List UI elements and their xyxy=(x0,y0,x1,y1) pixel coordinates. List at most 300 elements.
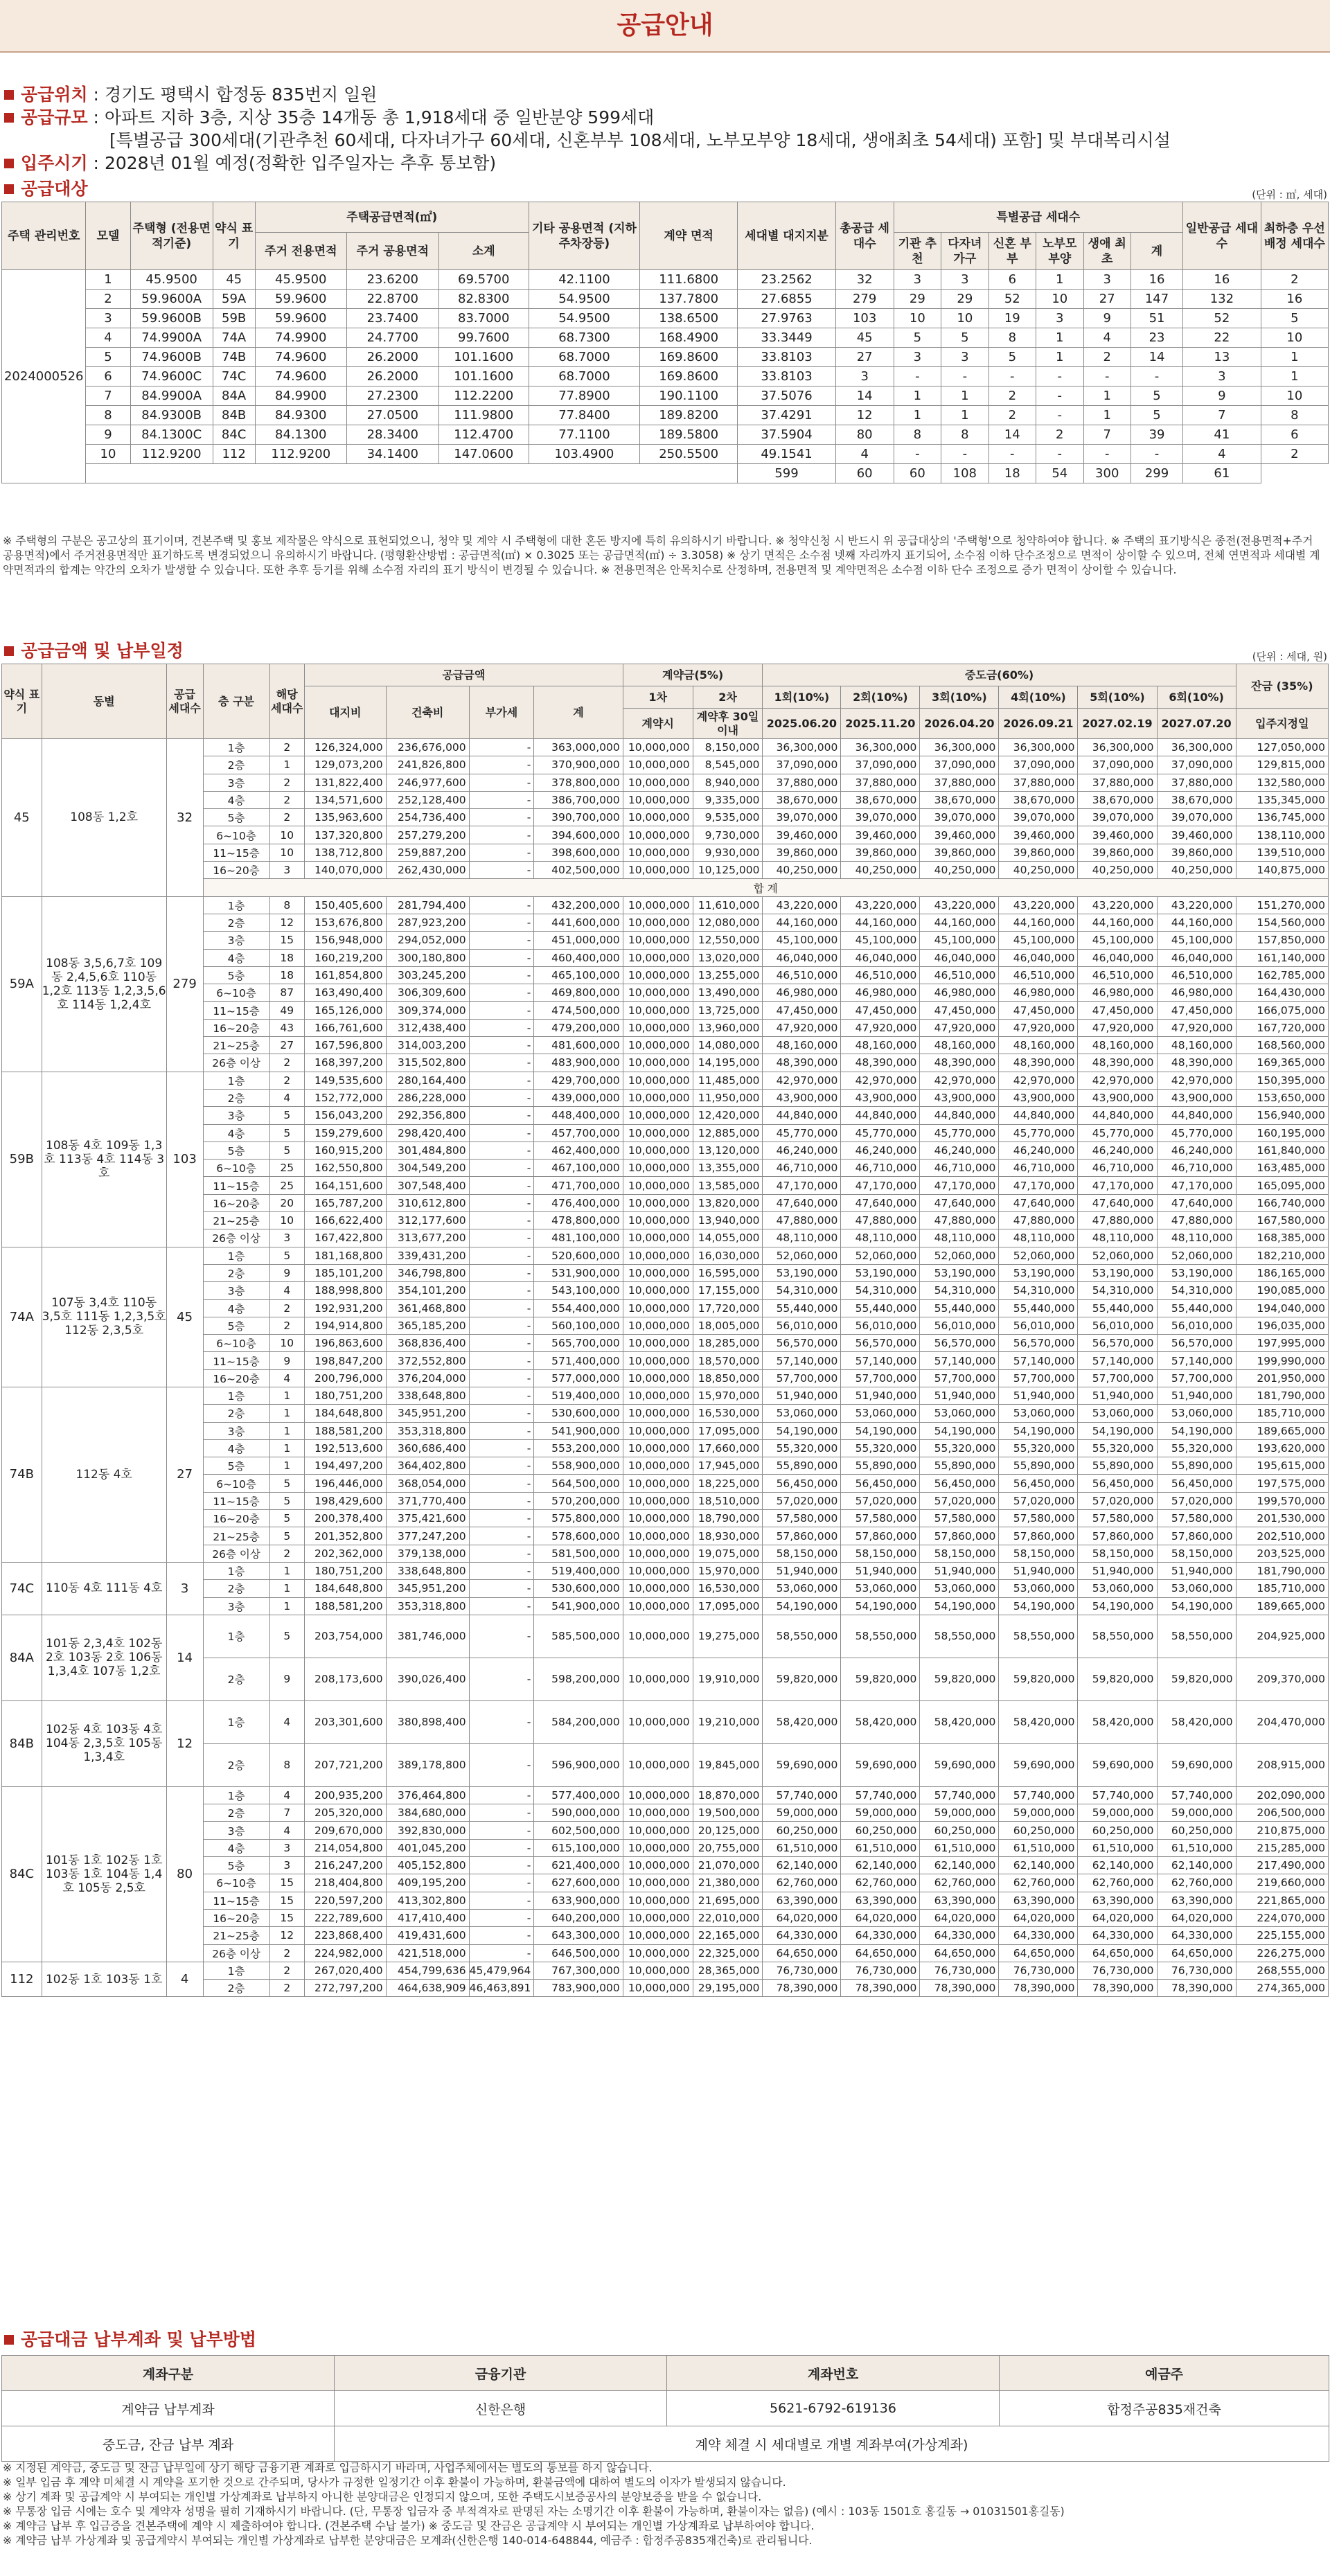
price-cell: 56,450,000 xyxy=(999,1475,1078,1492)
price-cell: 196,863,600 xyxy=(304,1335,386,1352)
col-abbr: 약식 표기 xyxy=(213,202,255,270)
price-cell: 584,200,000 xyxy=(534,1700,623,1743)
price-cell: 338,648,800 xyxy=(386,1562,469,1579)
table-cell: 5 xyxy=(941,328,988,348)
floor-cell: 1층 xyxy=(203,1387,269,1404)
table-cell: 23.6200 xyxy=(347,270,439,290)
table-cell: - xyxy=(1036,367,1083,387)
floor-cell: 11~15층 xyxy=(203,1352,269,1369)
table-cell: 37.5076 xyxy=(738,387,835,406)
price-cell: 368,836,400 xyxy=(386,1335,469,1352)
table-cell: 27.2300 xyxy=(347,387,439,406)
price-cell: 10,000,000 xyxy=(623,791,693,808)
price-cell: 43,900,000 xyxy=(1157,1089,1236,1106)
price-cell: 13,960,000 xyxy=(693,1019,763,1036)
price-cell: 17,660,000 xyxy=(693,1439,763,1457)
price-cell: 64,020,000 xyxy=(999,1909,1078,1926)
price-cell: 10,000,000 xyxy=(623,1037,693,1054)
price-cell: 48,160,000 xyxy=(1078,1037,1157,1054)
price-cell: 206,500,000 xyxy=(1236,1804,1328,1822)
price-cell: 39,460,000 xyxy=(763,826,841,844)
price-cell: 38,670,000 xyxy=(1078,791,1157,808)
price-cell: 48,390,000 xyxy=(1078,1054,1157,1072)
dong-cell: 108동 3,5,6,7호 109동 2,4,5,6호 110동 1,2호 113동 1,2,3,5,6호 114동 1,2,4호 xyxy=(42,896,166,1072)
price-cell: 2 xyxy=(269,1072,304,1089)
price-cell: 365,185,200 xyxy=(386,1317,469,1334)
table-row xyxy=(2,290,1329,309)
floor-cell: 5층 xyxy=(203,809,269,826)
table-cell: 41 xyxy=(1183,425,1261,445)
price-cell: 37,090,000 xyxy=(1157,756,1236,774)
price-cell: 368,054,000 xyxy=(386,1475,469,1492)
price-cell: 224,070,000 xyxy=(1236,1909,1328,1926)
col-land: 대지비 xyxy=(304,686,386,739)
price-cell: 78,390,000 xyxy=(999,1980,1078,1997)
table-cell: 111.6800 xyxy=(640,270,738,290)
table-cell: 112.2200 xyxy=(438,387,529,406)
price-cell: 4 xyxy=(269,1282,304,1299)
price-cell: 478,800,000 xyxy=(534,1212,623,1229)
price-cell: 51,940,000 xyxy=(763,1387,841,1404)
price-cell: - xyxy=(469,1658,534,1700)
price-cell: 5 xyxy=(269,1527,304,1545)
price-cell: 564,500,000 xyxy=(534,1475,623,1492)
col-m1-date: 2025.06.20 xyxy=(763,709,841,739)
units-cell: 279 xyxy=(166,896,203,1072)
table-cell: 84A xyxy=(213,387,255,406)
table-cell: 1 xyxy=(941,387,988,406)
price-cell: 188,581,200 xyxy=(304,1422,386,1439)
col-total-units: 총공급 세대수 xyxy=(835,202,894,270)
price-cell: 419,431,600 xyxy=(386,1927,469,1944)
table-cell: 169.8600 xyxy=(640,348,738,367)
price-cell: - xyxy=(469,1054,534,1072)
price-cell: 286,228,000 xyxy=(386,1089,469,1106)
table-cell: 13 xyxy=(1183,348,1261,367)
price-cell: 21,380,000 xyxy=(693,1874,763,1892)
table-cell: 9 xyxy=(86,425,130,445)
price-cell: 51,940,000 xyxy=(1157,1562,1236,1579)
price-cell: - xyxy=(469,1492,534,1509)
price-cell: 4 xyxy=(269,1700,304,1743)
table-cell: 84.9900A xyxy=(130,387,213,406)
price-cell: 45,100,000 xyxy=(999,932,1078,949)
price-cell: 156,940,000 xyxy=(1236,1107,1328,1124)
price-cell: 18 xyxy=(269,966,304,984)
table-cell: 3 xyxy=(86,309,130,328)
price-cell: 43,220,000 xyxy=(1157,896,1236,914)
price-cell: 10,000,000 xyxy=(623,949,693,966)
col-m4-date: 2026.09.21 xyxy=(999,709,1078,739)
table-cell: 168.4900 xyxy=(640,328,738,348)
col-amount: 공급금액 xyxy=(304,664,623,686)
table-row xyxy=(2,1387,1329,1404)
price-cell: 10,000,000 xyxy=(623,774,693,791)
price-cell: 55,440,000 xyxy=(841,1299,920,1317)
price-cell: - xyxy=(469,1822,534,1839)
price-cell: 57,580,000 xyxy=(841,1510,920,1527)
price-cell: 10,000,000 xyxy=(623,1142,693,1159)
price-cell: 29,195,000 xyxy=(693,1980,763,1997)
table-cell: 22.8700 xyxy=(347,290,439,309)
price-cell: 47,640,000 xyxy=(920,1194,999,1211)
price-cell: 48,160,000 xyxy=(763,1037,841,1054)
price-cell: 57,860,000 xyxy=(999,1527,1078,1545)
table-cell: 69.5700 xyxy=(438,270,529,290)
price-cell: 17,945,000 xyxy=(693,1457,763,1475)
table-cell: - xyxy=(894,367,941,387)
price-cell: 10 xyxy=(269,1335,304,1352)
price-cell: 210,875,000 xyxy=(1236,1822,1328,1839)
table-cell: 59B xyxy=(213,309,255,328)
price-cell: - xyxy=(469,1405,534,1422)
price-cell: - xyxy=(469,1562,534,1579)
price-cell: 60,250,000 xyxy=(1157,1822,1236,1839)
price-cell: 48,110,000 xyxy=(841,1229,920,1247)
price-cell: 10,000,000 xyxy=(623,1072,693,1089)
price-cell: 54,190,000 xyxy=(999,1597,1078,1615)
price-cell: 12,420,000 xyxy=(693,1107,763,1124)
price-cell: 315,502,800 xyxy=(386,1054,469,1072)
price-cell: 64,330,000 xyxy=(1078,1927,1157,1944)
floor-cell: 1층 xyxy=(203,739,269,756)
table-cell: 6 xyxy=(988,270,1036,290)
price-cell: 47,640,000 xyxy=(841,1194,920,1211)
price-cell: 43,900,000 xyxy=(841,1089,920,1106)
floor-cell: 21~25층 xyxy=(203,1927,269,1944)
price-cell: 39,860,000 xyxy=(999,844,1078,861)
price-cell: 53,060,000 xyxy=(920,1580,999,1597)
price-cell: 46,710,000 xyxy=(1157,1160,1236,1177)
price-cell: 223,868,400 xyxy=(304,1927,386,1944)
dong-cell: 110동 4호 111동 4호 xyxy=(42,1562,166,1615)
price-cell: - xyxy=(469,896,534,914)
note-line: ※ 계약금 납부 후 입금증을 견본주택에 계약 시 제출하여야 합니다. (견본주택 수납 불가) ※ 중도금 및 잔금은 공급계약 시 부여되는 개인별 가상계좌로 납부하여야 합니다. xyxy=(3,2519,815,2532)
price-cell: 60,250,000 xyxy=(763,1822,841,1839)
col-deposit-1-when: 계약시 xyxy=(623,709,693,739)
price-cell: 197,575,000 xyxy=(1236,1475,1328,1492)
price-cell: 37,090,000 xyxy=(763,756,841,774)
price-cell: 205,320,000 xyxy=(304,1804,386,1822)
price-cell: 37,880,000 xyxy=(1157,774,1236,791)
model-cell: 74C xyxy=(2,1562,42,1615)
subtotal-label: 합 계 xyxy=(203,879,1328,896)
price-cell: 19,210,000 xyxy=(693,1700,763,1743)
price-cell: 37,090,000 xyxy=(1078,756,1157,774)
table-row xyxy=(2,348,1329,367)
price-cell: 4 xyxy=(269,1089,304,1106)
col-m5-date: 2027.02.19 xyxy=(1078,709,1157,739)
price-cell: - xyxy=(469,1510,534,1527)
price-cell: 783,900,000 xyxy=(534,1980,623,1997)
price-cell: 19,845,000 xyxy=(693,1743,763,1786)
price-cell: 10,000,000 xyxy=(623,1909,693,1926)
price-cell: 13,940,000 xyxy=(693,1212,763,1229)
price-cell: 267,020,400 xyxy=(304,1962,386,1979)
price-cell: 1 xyxy=(269,1405,304,1422)
price-cell: 57,740,000 xyxy=(1157,1786,1236,1804)
table-cell: 101.1600 xyxy=(438,367,529,387)
price-cell: 5 xyxy=(269,1615,304,1658)
table-cell: 74A xyxy=(213,328,255,348)
table-cell: 138.6500 xyxy=(640,309,738,328)
price-cell: 57,020,000 xyxy=(841,1492,920,1509)
col-contract-area: 계약 면적 xyxy=(640,202,738,270)
price-cell: 59,690,000 xyxy=(920,1743,999,1786)
price-cell: 40,250,000 xyxy=(999,862,1078,879)
price-cell: 4 xyxy=(269,1822,304,1839)
price-cell: 272,797,200 xyxy=(304,1980,386,1997)
table-cell: 10 xyxy=(86,445,130,464)
price-cell: 10,000,000 xyxy=(623,1527,693,1545)
col-bldg: 건축비 xyxy=(386,686,469,739)
price-cell: 56,010,000 xyxy=(999,1317,1078,1334)
price-cell: 58,420,000 xyxy=(1078,1700,1157,1743)
price-cell: 45,770,000 xyxy=(920,1124,999,1142)
price-cell: 62,760,000 xyxy=(763,1874,841,1892)
table-cell: 28.3400 xyxy=(347,425,439,445)
floor-cell: 1층 xyxy=(203,1072,269,1089)
price-cell: 53,190,000 xyxy=(763,1264,841,1281)
table-cell: 10 xyxy=(894,309,941,328)
price-cell: 54,190,000 xyxy=(763,1422,841,1439)
floor-cell: 6~10층 xyxy=(203,1874,269,1892)
price-cell: 46,040,000 xyxy=(841,949,920,966)
price-cell: 189,665,000 xyxy=(1236,1597,1328,1615)
price-cell: 224,982,000 xyxy=(304,1944,386,1962)
price-cell: 182,210,000 xyxy=(1236,1247,1328,1264)
price-cell: 1 xyxy=(269,1439,304,1457)
total-cell: 60 xyxy=(835,464,894,483)
price-cell: 188,998,800 xyxy=(304,1282,386,1299)
price-cell: 63,390,000 xyxy=(763,1892,841,1909)
price-cell: 2 xyxy=(269,1317,304,1334)
col-account-type: 계좌구분 xyxy=(2,2356,335,2391)
price-cell: 40,250,000 xyxy=(841,862,920,879)
price-cell: 543,100,000 xyxy=(534,1282,623,1299)
price-cell: 57,700,000 xyxy=(841,1369,920,1387)
area-notes: ※ 주택형의 구분은 공고상의 표기이며, 견본주택 및 홍보 제작물은 약식으로 표현되었으니, 청약 및 계약 시 주택형에 대한 혼돈 방지에 특히 유의하시기 바랍니다. ※ 청약신청 시 반드시 위 공급대상의 '주택형'으로 청약하여야 합니다. ※ 주택의 표기방식은 종전(전용면적+주거공용면적)에서 주거전용면적만 표기하도록 변경되었으니 유의하시기 바랍니다. (평형환산방법 : 공급면적(㎡) × 0.3025 또는 공급면적(㎡) ÷ 3.3058) ※ 상기 면적은 소수점 넷째 자리까지 표기되어, 소수점 이하 단수조정으로 면적이 상이할 수 있으며, 전체 연면적과 세대별 계약면적과의 합계는 약간의 오차가 발생할 수 있습니다. 또한 추후 등기를 위해 소수점 자리의 표기 방식이 변경될 수 있습니다. ※ 전용면적은 안목치수로 산정하며, 전용면적 및 계약면적은 소수점 이하 단수 조정으로 증가 면적이 상이할 수 있습니다. xyxy=(3,534,1320,576)
price-cell: 43,220,000 xyxy=(920,896,999,914)
dong-cell: 107동 3,4호 110동 3,5호 111동 1,2,3,5호 112동 2,3,5호 xyxy=(42,1247,166,1387)
bullet-icon xyxy=(4,2335,14,2345)
price-cell: 46,510,000 xyxy=(841,966,920,984)
table-cell: 14 xyxy=(1130,348,1182,367)
price-cell: 10,000,000 xyxy=(623,1335,693,1352)
price-cell: 10,000,000 xyxy=(623,1492,693,1509)
price-cell: 9 xyxy=(269,1264,304,1281)
price-cell: 17,720,000 xyxy=(693,1299,763,1317)
price-cell: 460,400,000 xyxy=(534,949,623,966)
col-abbr: 약식 표기 xyxy=(2,664,42,739)
price-cell: 59,000,000 xyxy=(763,1804,841,1822)
table-cell: 84.1300 xyxy=(255,425,347,445)
floor-cell: 2층 xyxy=(203,1804,269,1822)
price-cell: 46,510,000 xyxy=(920,966,999,984)
price-cell: 46,240,000 xyxy=(920,1142,999,1159)
price-cell: 11,950,000 xyxy=(693,1089,763,1106)
units-cell: 45 xyxy=(166,1247,203,1387)
price-cell: 274,365,000 xyxy=(1236,1980,1328,1997)
table-cell: 5 xyxy=(1130,387,1182,406)
table-cell: - xyxy=(894,445,941,464)
price-cell: 56,570,000 xyxy=(1078,1335,1157,1352)
table-row xyxy=(2,739,1329,756)
table-cell: 3 xyxy=(941,270,988,290)
price-cell: 541,900,000 xyxy=(534,1422,623,1439)
price-cell: 64,020,000 xyxy=(763,1909,841,1926)
price-cell: 53,060,000 xyxy=(763,1580,841,1597)
price-cell: 372,552,800 xyxy=(386,1352,469,1369)
price-cell: 54,190,000 xyxy=(999,1422,1078,1439)
account-table xyxy=(1,2355,1329,2462)
account-type: 계약금 납부계좌 xyxy=(2,2391,335,2426)
price-cell: 52,060,000 xyxy=(1157,1247,1236,1264)
price-cell: 16,530,000 xyxy=(693,1405,763,1422)
price-cell: 39,860,000 xyxy=(1157,844,1236,861)
price-cell: 45,770,000 xyxy=(1078,1124,1157,1142)
price-cell: - xyxy=(469,1194,534,1211)
price-cell: 13,355,000 xyxy=(693,1160,763,1177)
floor-cell: 6~10층 xyxy=(203,1335,269,1352)
price-cell: 646,500,000 xyxy=(534,1944,623,1962)
price-cell: 165,787,200 xyxy=(304,1194,386,1211)
price-cell: 767,300,000 xyxy=(534,1962,623,1979)
price-cell: 36,300,000 xyxy=(1157,739,1236,756)
price-cell: 204,470,000 xyxy=(1236,1700,1328,1743)
price-cell: 10,000,000 xyxy=(623,1475,693,1492)
dong-cell: 102동 4호 103동 4호 104동 2,3,5호 105동 1,3,4호 xyxy=(42,1700,166,1786)
price-cell: 10,000,000 xyxy=(623,1658,693,1700)
price-cell: 47,920,000 xyxy=(841,1019,920,1036)
table-cell: 169.8600 xyxy=(640,367,738,387)
price-cell: 390,700,000 xyxy=(534,809,623,826)
table-cell: - xyxy=(941,445,988,464)
units-cell: 103 xyxy=(166,1072,203,1247)
floor-cell: 5층 xyxy=(203,1317,269,1334)
price-cell: 167,422,800 xyxy=(304,1229,386,1247)
price-cell: 300,180,800 xyxy=(386,949,469,966)
price-cell: 10,000,000 xyxy=(623,1212,693,1229)
price-cell: 390,026,400 xyxy=(386,1658,469,1700)
price-cell: 40,250,000 xyxy=(1078,862,1157,879)
price-cell: 10,000,000 xyxy=(623,1369,693,1387)
table-cell: - xyxy=(1130,367,1182,387)
price-cell: 292,356,800 xyxy=(386,1107,469,1124)
table-cell: 112.4700 xyxy=(438,425,529,445)
price-cell: 312,438,400 xyxy=(386,1019,469,1036)
price-cell: 160,219,200 xyxy=(304,949,386,966)
price-cell: 64,650,000 xyxy=(841,1944,920,1962)
price-cell: 63,390,000 xyxy=(1078,1892,1157,1909)
price-cell: 531,900,000 xyxy=(534,1264,623,1281)
price-cell: 165,095,000 xyxy=(1236,1177,1328,1194)
note-line: ※ 무통장 입금 시에는 호수 및 계약자 성명을 필히 기재하시기 바랍니다. (단, 무통장 입금자 중 부적격자로 판명된 자는 소명기간 이후 환불이 가능하며, 환불이자는 없음) (예시 : 103동 1501호 홍길동 → 01031501홍길동) xyxy=(3,2505,1065,2518)
price-cell: 5 xyxy=(269,1247,304,1264)
table-cell: 1 xyxy=(941,406,988,425)
price-cell: - xyxy=(469,1439,534,1457)
floor-cell: 26층 이상 xyxy=(203,1229,269,1247)
floor-cell: 16~20층 xyxy=(203,1369,269,1387)
price-cell: 64,330,000 xyxy=(1157,1927,1236,1944)
price-cell: 10,000,000 xyxy=(623,1107,693,1124)
price-cell: 39,460,000 xyxy=(841,826,920,844)
price-cell: 9 xyxy=(269,1658,304,1700)
table-cell: 23.7400 xyxy=(347,309,439,328)
price-cell: 53,060,000 xyxy=(841,1405,920,1422)
price-cell: 570,200,000 xyxy=(534,1492,623,1509)
price-cell: 45,770,000 xyxy=(1157,1124,1236,1142)
col-pref: 최하층 우선배정 세대수 xyxy=(1261,202,1328,270)
price-cell: 39,070,000 xyxy=(1157,809,1236,826)
price-cell: 181,790,000 xyxy=(1236,1387,1328,1404)
price-cell: 154,560,000 xyxy=(1236,914,1328,931)
col-account-no: 계좌번호 xyxy=(667,2356,1000,2391)
table-row xyxy=(2,2391,1329,2426)
col-bank: 금융기관 xyxy=(335,2356,667,2391)
table-cell: 2 xyxy=(988,387,1036,406)
price-cell: 60,250,000 xyxy=(841,1822,920,1839)
price-cell: 185,710,000 xyxy=(1236,1580,1328,1597)
price-cell: 55,320,000 xyxy=(841,1439,920,1457)
table-cell: 8 xyxy=(86,406,130,425)
price-cell: 62,140,000 xyxy=(920,1857,999,1874)
col-other-common: 기타 공용면적 (지하주차장등) xyxy=(529,202,639,270)
price-cell: 48,390,000 xyxy=(1157,1054,1236,1072)
price-cell: 216,247,200 xyxy=(304,1857,386,1874)
price-cell: 47,640,000 xyxy=(1078,1194,1157,1211)
price-cell: 59,690,000 xyxy=(841,1743,920,1786)
price-cell: 345,951,200 xyxy=(386,1580,469,1597)
table-cell: 10 xyxy=(1261,387,1328,406)
price-cell: 180,751,200 xyxy=(304,1562,386,1579)
price-cell: 10 xyxy=(269,844,304,861)
table-cell: 45.9500 xyxy=(130,270,213,290)
price-cell: 353,318,800 xyxy=(386,1422,469,1439)
col-m3: 3회(10%) xyxy=(920,686,999,709)
price-cell: 58,150,000 xyxy=(841,1545,920,1562)
price-cell: 204,925,000 xyxy=(1236,1615,1328,1658)
price-cell: 162,785,000 xyxy=(1236,966,1328,984)
price-cell: 354,101,200 xyxy=(386,1282,469,1299)
price-cell: 376,204,000 xyxy=(386,1369,469,1387)
floor-cell: 2층 xyxy=(203,1658,269,1700)
price-cell: 13,255,000 xyxy=(693,966,763,984)
price-cell: 47,880,000 xyxy=(763,1212,841,1229)
price-cell: - xyxy=(469,1927,534,1944)
price-cell: 38,670,000 xyxy=(763,791,841,808)
price-cell: 202,362,000 xyxy=(304,1545,386,1562)
price-cell: 39,070,000 xyxy=(841,809,920,826)
col-common: 주거 공용면적 xyxy=(347,233,439,270)
price-cell: 47,170,000 xyxy=(1078,1177,1157,1194)
price-cell: 184,648,800 xyxy=(304,1580,386,1597)
table-cell: 14 xyxy=(835,387,894,406)
price-cell: 18,510,000 xyxy=(693,1492,763,1509)
price-cell: 48,390,000 xyxy=(999,1054,1078,1072)
table-row xyxy=(2,406,1329,425)
table-cell: 10 xyxy=(1261,328,1328,348)
price-cell: 55,890,000 xyxy=(920,1457,999,1475)
table-cell: - xyxy=(1083,367,1130,387)
price-cell: 3 xyxy=(269,862,304,879)
table-cell: 51 xyxy=(1130,309,1182,328)
price-cell: 384,680,000 xyxy=(386,1804,469,1822)
price-cell: 166,622,400 xyxy=(304,1212,386,1229)
price-cell: 57,580,000 xyxy=(763,1510,841,1527)
price-cell: 63,390,000 xyxy=(999,1892,1078,1909)
col-m5: 5회(10%) xyxy=(1078,686,1157,709)
